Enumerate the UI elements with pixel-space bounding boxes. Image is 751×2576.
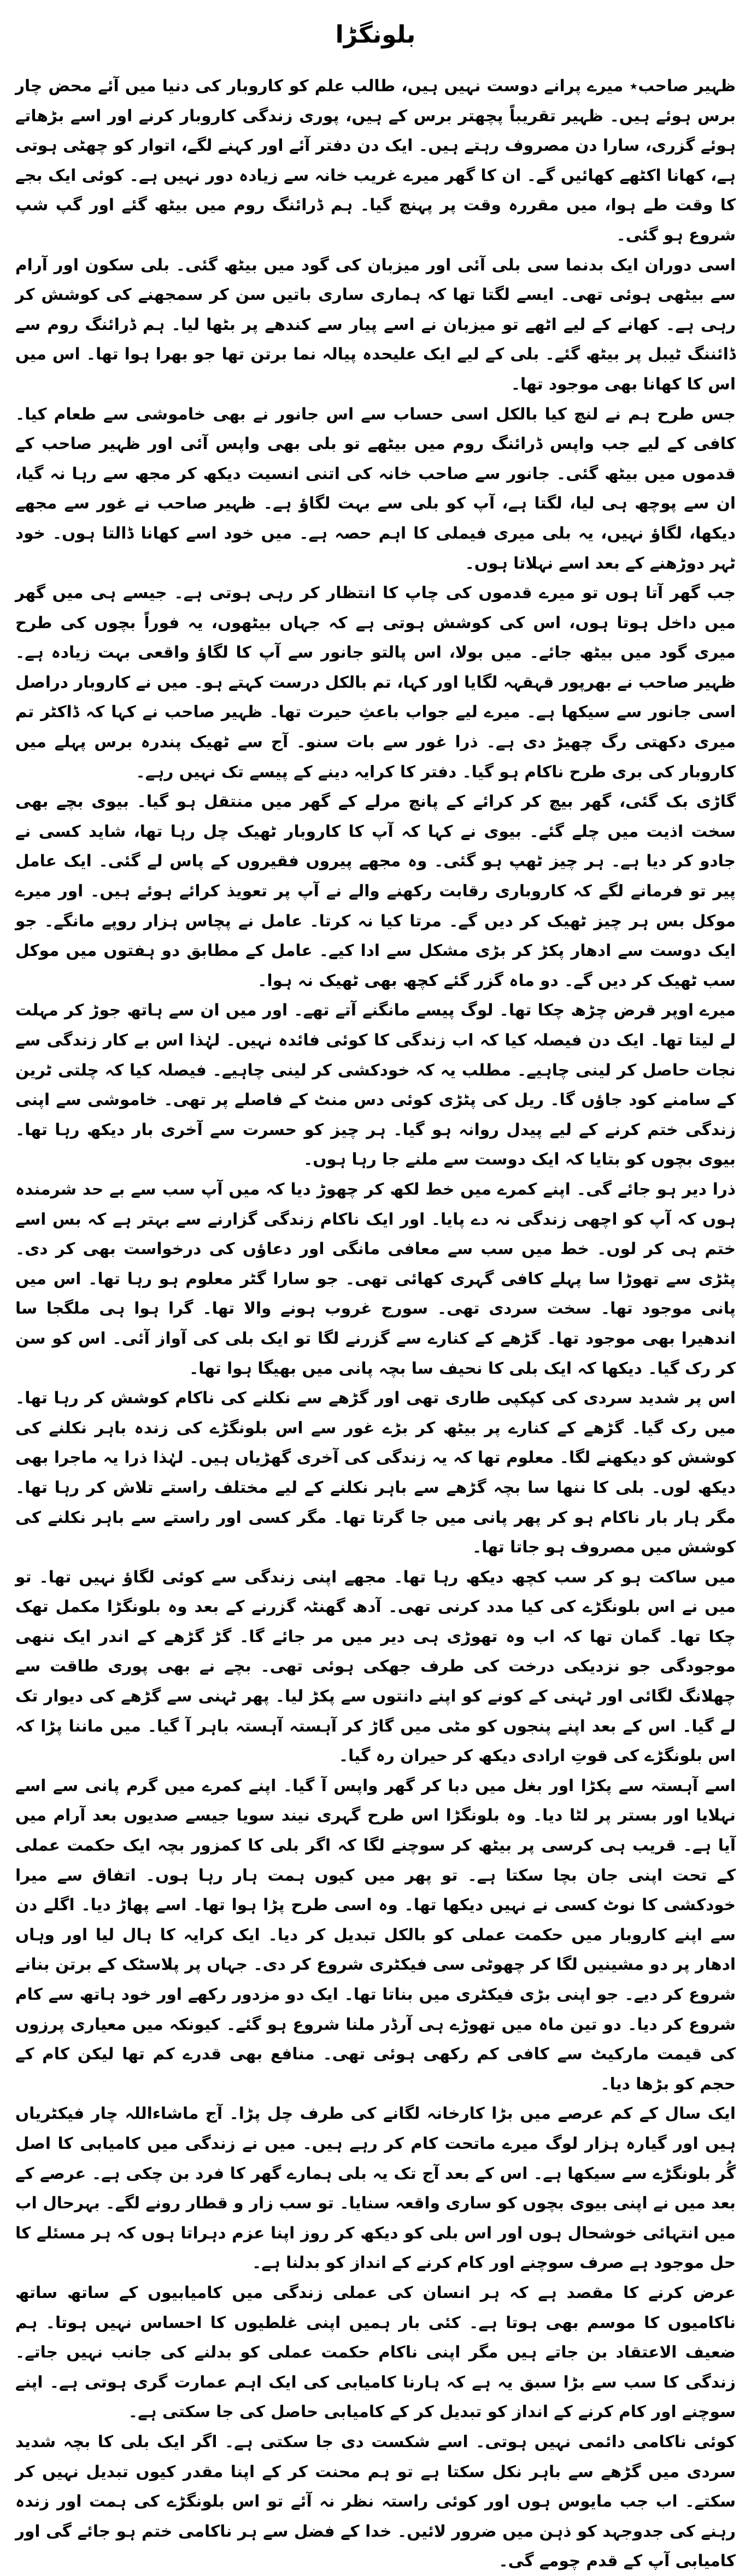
paragraph: ظہیر صاحب٭ میرے پرانے دوست نہیں ہیں، طالب علم کو کاروبار کی دنیا میں آئے محض چار برس ہوئے ہیں۔ ظہیر تقریباً پچھتر برس کے ہیں، پوری زندگی کاروبار کرنے اور اسے بڑھاتے ہوئے گزری، سارا دن مصروف رہتے ہیں۔ ایک دن دفتر آئے اور کہنے لگے، اتوار کو چھٹی ہوتی ہے، کھانا اکٹھے کھائیں گے۔ ان کا گھر میرے غریب خانہ سے زیادہ دور نہیں ہے۔ کوئی ایک بجے کا وقت طے ہوا، میں مقررہ وقت پر پہنچ گیا۔ ہم ڈرائنگ روم میں بیٹھ گئے اور گپ شپ شروع ہو گئی۔ xyxy=(15,76,736,244)
paragraph: جس طرح ہم نے لنچ کیا بالکل اسی حساب سے اس جانور نے بھی خاموشی سے طعام کیا۔ کافی کے لیے جب واپس ڈرائنگ روم میں بیٹھے تو بلی بھی واپس آئی اور ظہیر صاحب کے قدموں میں بیٹھ گئی۔ جانور سے صاحب خانہ کی اتنی انسیت دیکھ کر مجھ سے رہا نہ گیا، ان سے پوچھ ہی لیا، لگتا ہے، آپ کو بلی سے بہت لگاؤ ہے۔ ظہیر صاحب نے غور سے مجھے دیکھا، لگاؤ نہیں، یہ بلی میری فیملی کا اہم حصہ ہے۔ میں خود اسے کھانا ڈالتا ہوں۔ خود ٹہر دوڑھنے کے بعد اسے نہلاتا ہوں۔ xyxy=(15,404,736,572)
article-body xyxy=(15,71,736,2576)
paragraph: اسی دوران ایک بدنما سی بلی آئی اور میزبان کی گود میں بیٹھ گئی۔ بلی سکون اور آرام سے بیٹھی ہوئی تھی۔ ایسے لگتا تھا کہ ہماری ساری باتیں سن کر سمجھنے کی کوشش کر رہی ہے۔ کھانے کے لیے اٹھے تو میزبان نے اسے پیار سے کندھے پر بٹھا لیا۔ ہم ڈرائنگ روم سے ڈائننگ ٹیبل پر بیٹھ گئے۔ بلی کے لیے ایک علیحدہ پیالہ نما برتن تھا جو بھرا ہوا تھا۔ اس میں اس کا کھانا بھی موجود تھا۔ xyxy=(15,255,736,393)
article-title: بلونگڑا xyxy=(335,21,416,49)
paragraph: ایک سال کے کم عرصے میں بڑا کارخانہ لگانے کی طرف چل پڑا۔ آج ماشاءاللہ چار فیکٹریاں ہیں اور گیارہ ہزار لوگ میرے ماتحت کام کر رہے ہیں۔ میں نے زندگی میں کامیابی کا اصل گُر بلونگڑے سے سیکھا ہے۔ اس کے بعد آج تک یہ بلی ہمارے گھر کا فرد بن چکی ہے۔ عرصے کے بعد میں نے اپنی بیوی بچوں کو ساری واقعہ سنایا۔ تو سب زار و قطار رونے لگے۔ بہرحال اب میں انتہائی خوشحال ہوں اور اس بلی کو دیکھ کر روز اپنا عزم دہراتا ہوں کہ ہر مسئلے کا حل موجود ہے صرف سوچنے اور کام کرنے کے انداز کو بدلنا ہے۔ xyxy=(15,2104,736,2272)
paragraph: ذرا دیر ہو جائے گی۔ اپنے کمرے میں خط لکھ کر چھوڑ دیا کہ میں آپ سب سے بے حد شرمندہ ہوں کہ آپ کو اچھی زندگی نہ دے پایا۔ اور ایک ناکام زندگی گزارنے سے بہتر ہے کہ بس اسے ختم ہی کر لوں۔ خط میں سب سے معافی مانگی اور دعاؤں کی درخواست بھی کر دی۔ پٹڑی سے تھوڑا سا پہلے کافی گہری کھائی تھی۔ جو سارا گٹر معلوم ہو رہا تھا۔ اس میں پانی موجود تھا۔ سخت سردی تھی۔ سورج غروب ہونے والا تھا۔ گرا ہوا ہی ملگجا سا اندھیرا بھی موجود تھا۔ گڑھے کے کنارے سے گزرنے لگا تو ایک بلی کی آواز آئی۔ اس کو سن کر رک گیا۔ دیکھا کہ ایک بلی کا نحیف سا بچہ پانی میں بھیگا ہوا تھا۔ xyxy=(15,1179,736,1378)
paragraph: اس پر شدید سردی کی کپکپی طاری تھی اور گڑھے سے نکلنے کی ناکام کوشش کر رہا تھا۔ میں رک گیا۔ گڑھے کے کنارے پر بیٹھ کر بڑے غور سے اس بلونگڑے کی زندہ باہر نکلنے کی کوشش کو دیکھنے لگا۔ معلوم تھا کہ یہ زندگی کی آخری گھڑیاں ہیں۔ لہٰذا ذرا یہ ماجرا بھی دیکھ لوں۔ بلی کا ننھا سا بچہ گڑھے سے باہر نکلنے کے لیے مختلف راستے تلاش کر رہا تھا۔ مگر ہار بار ناکام ہو کر پھر پانی میں جا گرتا تھا۔ مگر کسی اور راستے سے باہر نکلنے کی کوشش میں مصروف ہو جاتا تھا۔ xyxy=(15,1389,736,1557)
title-wrap xyxy=(15,19,736,51)
paragraph: جب گھر آتا ہوں تو میرے قدموں کی چاپ کا انتظار کر رہی ہوتی ہے۔ جیسے ہی میں گھر میں داخل ہوتا ہوں، اس کی کوشش ہوتی ہے کہ جہاں بیٹھوں، یہ فوراً بچوں کی طرح میری گود میں بیٹھ جائے۔ میں بولا، اس پالتو جانور سے آپ کا لگاؤ واقعی بہت زیادہ ہے۔ ظہیر صاحب نے بھرپور قہقہہ لگایا اور کہا، تم بالکل درست کہتے ہو۔ میں نے کاروبار دراصل اسی جانور سے سیکھا ہے۔ میرے لیے جواب باعثِ حیرت تھا۔ ظہیر صاحب نے کہا کہ ڈاکٹر تم میری دکھتی رگ چھیڑ دی ہے۔ ذرا غور سے بات سنو۔ آج سے ٹھیک پندرہ برس پہلے میں کاروبار کی بری طرح ناکام ہو گیا۔ دفتر کا کرایہ دینے کے پیسے تک نہیں رہے۔ xyxy=(15,583,736,781)
paragraph: گاڑی بک گئی، گھر بیچ کر کرائے کے پانچ مرلے کے گھر میں منتقل ہو گیا۔ بیوی بچے بھی سخت اذیت میں چلے گئے۔ بیوی نے کہا کہ آپ کا کاروبار ٹھیک چل رہا تھا، شاید کسی نے جادو کر دیا ہے۔ ہر چیز ٹھپ ہو گئی۔ وہ مجھے پیروں فقیروں کے پاس لے گئی۔ ایک عامل پیر تو فرمانے لگے کہ کاروباری رقابت رکھنے والے نے آپ پر تعویذ کرائے ہوئے ہیں۔ اور میرے موکل بس ہر چیز ٹھیک کر دیں گے۔ مرتا کیا نہ کرتا۔ عامل نے پچاس ہزار روپے مانگے۔ جو ایک دوست سے ادھار پکڑ کر بڑی مشکل سے ادا کیے۔ عامل کے مطابق دو ہفتوں میں موکل سب ٹھیک کر دیں گے۔ دو ماہ گزر گئے کچھ بھی ٹھیک نہ ہوا۔ xyxy=(15,792,736,990)
paragraph: میرے اوپر قرض چڑھ چکا تھا۔ لوگ پیسے مانگنے آتے تھے۔ اور میں ان سے ہاتھ جوڑ کر مہلت لے لیتا تھا۔ ایک دن فیصلہ کیا کہ اب زندگی کا کوئی فائدہ نہیں۔ لہٰذا اس بے کار زندگی سے نجات حاصل کر لینی چاہیے۔ مطلب یہ کہ خودکشی کر لینی چاہیے۔ فیصلہ کیا کہ چلتی ٹرین کے سامنے کود جاؤں گا۔ ریل کی پٹڑی کوئی دس منٹ کے فاصلے پر تھی۔ خاموشی سے اپنی زندگی ختم کرنے کے لیے پیدل روانہ ہو گیا۔ ہر چیز کو حسرت سے آخری بار دیکھ رہا تھا۔ بیوی بچوں کو بتایا کہ ایک دوست سے ملنے جا رہا ہوں۔ xyxy=(15,1001,736,1169)
paragraph: عرض کرنے کا مقصد ہے کہ ہر انسان کی عملی زندگی میں کامیابیوں کے ساتھ ساتھ ناکامیوں کا موسم بھی ہوتا ہے۔ کئی بار ہمیں اپنی غلطیوں کا احساس نہیں ہوتا۔ ہم ضعیف الاعتقاد بن جاتے ہیں مگر اپنی ناکام حکمت عملی کو بدلنے کی جانب نہیں جاتے۔ زندگی کا سب سے بڑا سبق یہ ہے کہ ہارنا کامیابی کی ایک اہم عمارت گری ہوتی ہے۔ اپنے سوچنے اور کام کرنے کے انداز کو تبدیل کر کے کامیابی حاصل کی جا سکتی ہے۔ xyxy=(15,2283,736,2421)
paragraph: کوئی ناکامی دائمی نہیں ہوتی۔ اسے شکست دی جا سکتی ہے۔ اگر ایک بلی کا بچہ شدید سردی میں گڑھے سے باہر نکل سکتا ہے تو ہم محنت کر کے اپنا مقدر کیوں تبدیل نہیں کر سکتے۔ اب جب مایوس ہوں اور کوئی راستہ نظر نہ آئے تو اس بلونگڑے کی ہمت اور زندہ رہنے کی جدوجہد کو ذہن میں ضرور لائیں۔ خدا کے فضل سے ہر ناکامی ختم ہو جائے گی اور کامیابی آپ کے قدم چومے گی۔ xyxy=(15,2432,736,2571)
paragraph: میں ساکت ہو کر سب کچھ دیکھ رہا تھا۔ مجھے اپنی زندگی سے کوئی لگاؤ نہیں تھا۔ تو میں نے اس بلونگڑے کی کیا مدد کرنی تھی۔ آدھ گھنٹہ گزرنے کے بعد وہ بلونگڑا مکمل تھک چکا تھا۔ گمان تھا کہ اب وہ تھوڑی ہی دیر میں مر جائے گا۔ گڑ گڑھے کے اندر ایک ننھی موجودگی جو نزدیکی درخت کی طرف جھکی ہوئی تھی۔ بچے نے بھی پوری طاقت سے چھلانگ لگائی اور ٹہنی کے کونے کو اپنے دانتوں سے پکڑ لیا۔ پھر ٹہنی سے گڑھے کی دیوار تک لے گیا۔ اس کے بعد اپنے پنجوں کو مٹی میں گاڑ کر آہستہ آہستہ باہر آ گیا۔ میں ماننا پڑا کہ اس بلونگڑے کی قوتِ ارادی دیکھ کر حیران رہ گیا۔ xyxy=(15,1567,736,1765)
paragraph: اسے آہستہ سے پکڑا اور بغل میں دبا کر گھر واپس آ گیا۔ اپنے کمرے میں گرم پانی سے اسے نہلایا اور بستر پر لٹا دیا۔ وہ بلونگڑا اس طرح گہری نیند سویا جیسے صدیوں بعد آرام میں آیا ہے۔ قریب ہی کرسی پر بیٹھ کر سوچنے لگا کہ اگر بلی کا کمزور بچہ ایک حکمت عملی کے تحت اپنی جان بچا سکتا ہے۔ تو پھر میں کیوں ہمت ہار رہا ہوں۔ اتفاق سے میرا خودکشی کا نوٹ کسی نے نہیں دیکھا تھا۔ وہ اسی طرح پڑا ہوا تھا۔ اسے پھاڑ دیا۔ اگلے دن سے اپنے کاروبار میں حکمت عملی کو بالکل تبدیل کر دیا۔ ایک کرایہ کا ہال لیا اور وہاں ادھار پر دو مشینیں لگا کر چھوٹی سی فیکٹری شروع کر دی۔ جہاں پر پلاسٹک کے برتن بنانے شروع کر دیے۔ جو اپنی بڑی فیکٹری میں بناتا تھا۔ ایک دو مزدور رکھے اور خود ہاتھ سے کام شروع کر دیا۔ دو تین ماہ میں تھوڑے ہی آرڈر ملنا شروع ہو گئے۔ کیونکہ میں معیاری پرزوں کی قیمت مارکیٹ سے کافی کم رکھی ہوئی تھی۔ منافع بھی قدرے کم تھا لیکن کام کے حجم کو بڑھا دیا۔ xyxy=(15,1776,736,2093)
